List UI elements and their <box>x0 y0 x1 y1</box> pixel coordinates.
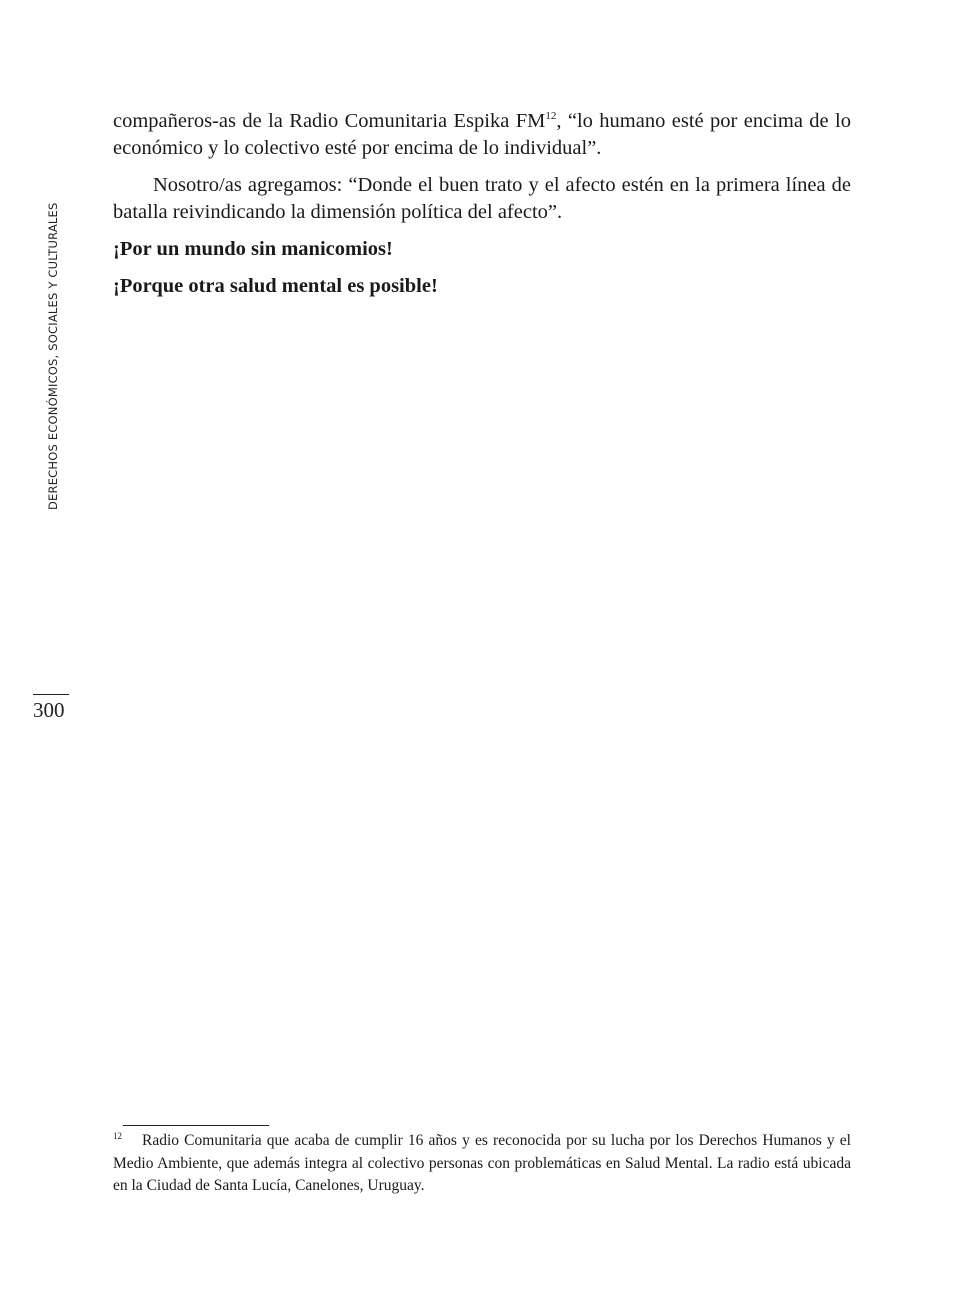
slogan-2: ¡Porque otra salud mental es posible! <box>113 275 438 297</box>
page-number-rule <box>33 694 69 695</box>
paragraph-1-text: compañeros-as de la Radio Comunitaria Espika FM <box>113 110 546 132</box>
paragraph-1-quote: , “lo humano esté por encima de lo económico y lo colectivo esté por encima de lo individual”. <box>113 110 851 159</box>
footnote: 12 Radio Comunitaria que acaba de cumplir 16 años y es reconocida por su lucha por los Derechos Humanos y el Medio Ambiente, que además integra al colectivo personas con problemáticas en Salud Mental. La radio está ubicada en la Ciudad de Santa Lucía, Canelones, Uruguay. <box>113 1131 851 1194</box>
main-text <box>113 108 851 310</box>
footnote-separator <box>123 1125 269 1126</box>
footnote-text: Radio Comunitaria que acaba de cumplir 16 años y es reconocida por su lucha por los Derechos Humanos y el Medio Ambiente, que además integra al colectivo personas con problemáticas en Salud Mental. La radio está ubicada en la Ciudad de Santa Lucía, Canelones, Uruguay. <box>113 1132 851 1194</box>
page-number: 300 <box>33 698 65 722</box>
footnote-reference: 12 <box>545 110 557 122</box>
paragraph-1 <box>113 108 851 162</box>
slogan-1: ¡Por un mundo sin manicomios! <box>113 238 393 260</box>
running-title: DERECHOS ECONÓMICOS, SOCIALES Y CULTURALES <box>46 202 60 510</box>
paragraph-2: Nosotro/as agregamos: “Donde el buen trato y el afecto estén en la primera línea de batalla reivindicando la dimensión política del afecto”. <box>113 174 851 223</box>
